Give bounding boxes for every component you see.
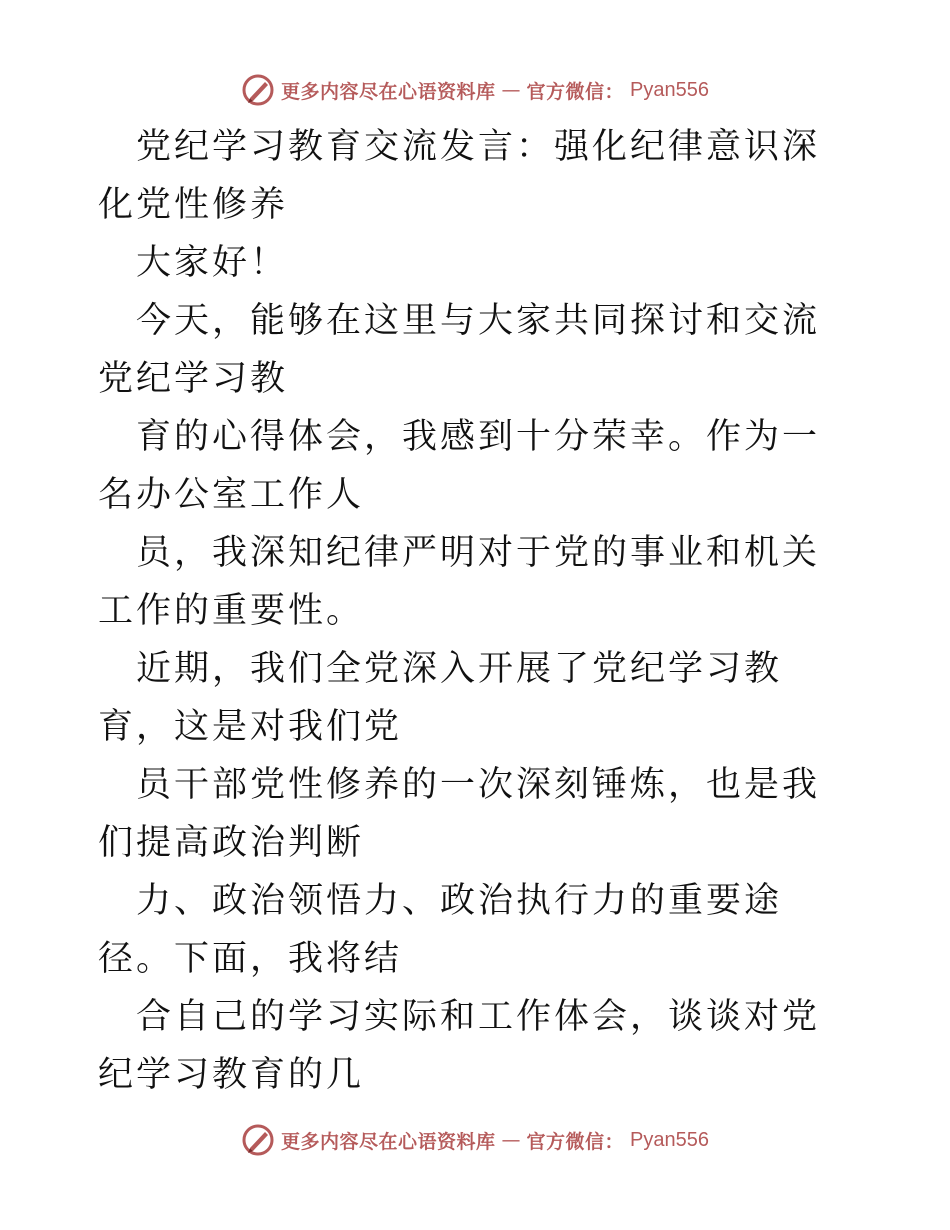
watermark-wechat-id: Pyan556 [630,78,709,101]
watermark-text: 更多内容尽在心语资料库 [281,80,496,103]
document-title: 党纪学习教育交流发言：强化纪律意识深化党性修养 [98,127,821,225]
document-body [98,118,856,1104]
paragraph: 近期，我们全党深入开展了党纪学习教育，这是对我们党 [98,649,783,747]
paragraph: 今天，能够在这里与大家共同探讨和交流党纪学习教 [98,301,821,399]
pen-logo-icon [241,1123,275,1157]
watermark-separator: — [501,79,521,101]
watermark-wechat-label: 官方微信： [526,1130,625,1153]
watermark-wechat-label: 官方微信： [526,80,625,103]
pen-logo-icon [241,73,275,107]
watermark-separator: — [501,1129,521,1151]
paragraph: 员干部党性修养的一次深刻锤炼，也是我们提高政治判断 [98,765,821,863]
footer-watermark [0,1120,950,1160]
paragraph: 力、政治领悟力、政治执行力的重要途径。下面，我将结 [98,881,783,979]
watermark-wechat-id: Pyan556 [630,1128,709,1151]
greeting: 大家好！ [136,243,289,283]
paragraph: 育的心得体会，我感到十分荣幸。作为一名办公室工作人 [98,417,821,515]
watermark-text: 更多内容尽在心语资料库 [281,1130,496,1153]
paragraph: 员，我深知纪律严明对于党的事业和机关工作的重要性。 [98,533,821,631]
paragraph: 合自己的学习实际和工作体会，谈谈对党纪学习教育的几 [98,997,821,1095]
header-watermark [0,70,950,110]
